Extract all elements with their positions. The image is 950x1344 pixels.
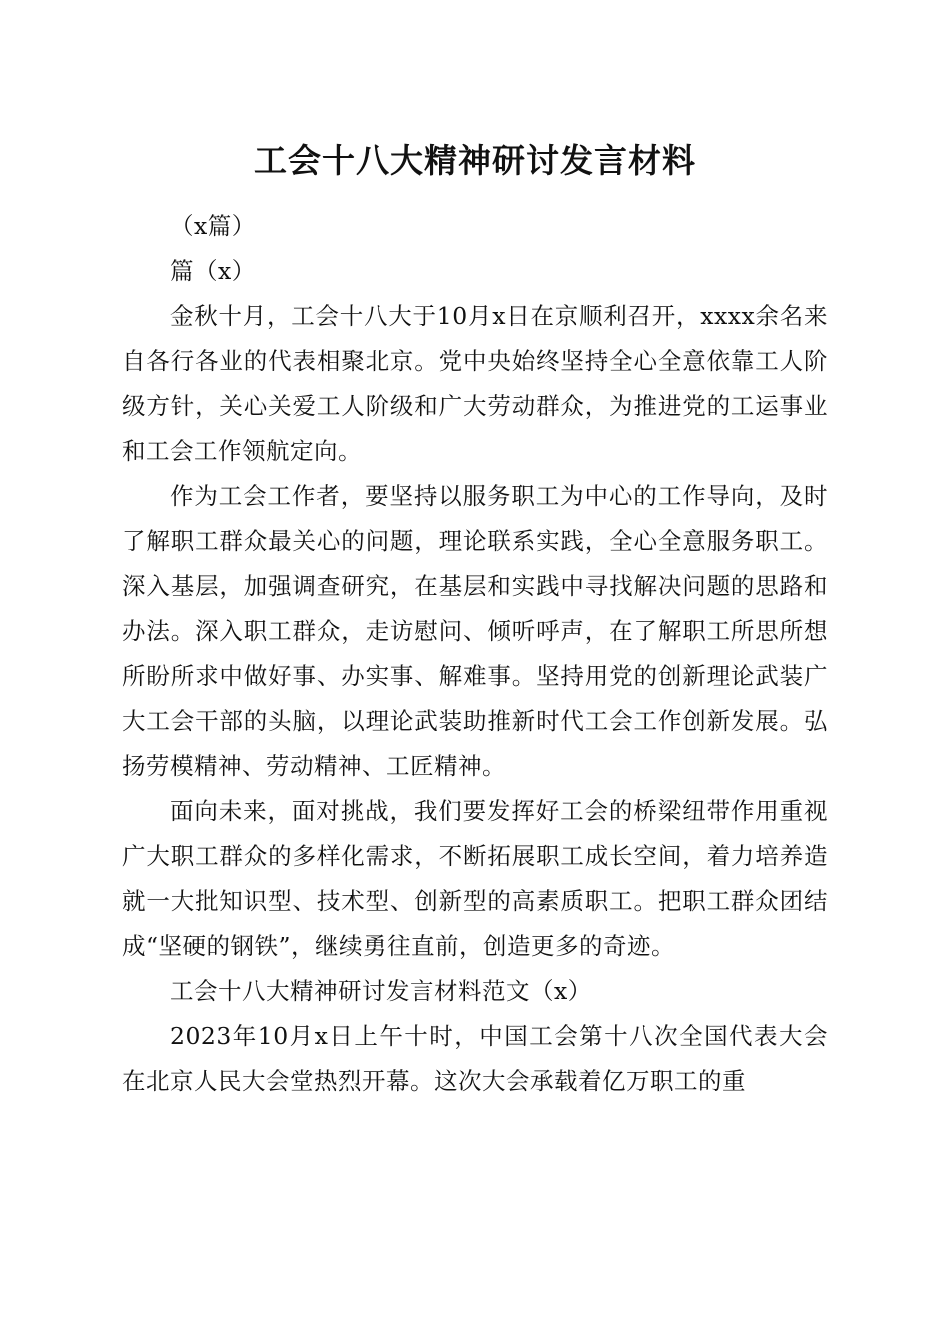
document-title: 工会十八大精神研讨发言材料 — [254, 141, 696, 180]
paragraph-intro: 金秋十月，工会十八大于10月x日在京顺利召开，xxxx余名来自各行各业的代表相聚北京。党中央始终坚持全心全意依靠工人阶级方针，关心关爱工人阶级和广大劳动群众，为推进党的工运事业和工会工作领航定向。 — [122, 302, 828, 465]
paragraph-count-note: （x篇） — [170, 212, 256, 240]
paragraph-future: 面向未来，面对挑战，我们要发挥好工会的桥梁纽带作用重视广大职工群众的多样化需求，不断拓展职工成长空间，着力培养造就一大批知识型、技术型、创新型的高素质职工。把职工群众团结成“坚硬的钢铁”，继续勇往直前，创造更多的奇迹。 — [122, 797, 828, 960]
paragraph-work-guidance: 作为工会工作者，要坚持以服务职工为中心的工作导向，及时了解职工群众最关心的问题，理论联系实践，全心全意服务职工。深入基层，加强调查研究，在基层和实践中寻找解决问题的思路和办法。深入职工群众，走访慰问、倾听呼声，在了解职工所思所想所盼所求中做好事、办实事、解难事。坚持用党的创新理论武装广大工会干部的头脑，以理论武装助推新时代工会工作创新发展。弘扬劳模精神、劳动精神、工匠精神。 — [122, 482, 828, 780]
paragraph-section-label: 篇（x） — [170, 257, 256, 285]
paragraph-sample-heading: 工会十八大精神研讨发言材料范文（x） — [170, 977, 592, 1005]
document-body — [122, 204, 828, 1104]
paragraph-congress-opening: 2023年10月x日上午十时，中国工会第十八次全国代表大会在北京人民大会堂热烈开幕。这次大会承载着亿万职工的重 — [122, 1022, 828, 1095]
